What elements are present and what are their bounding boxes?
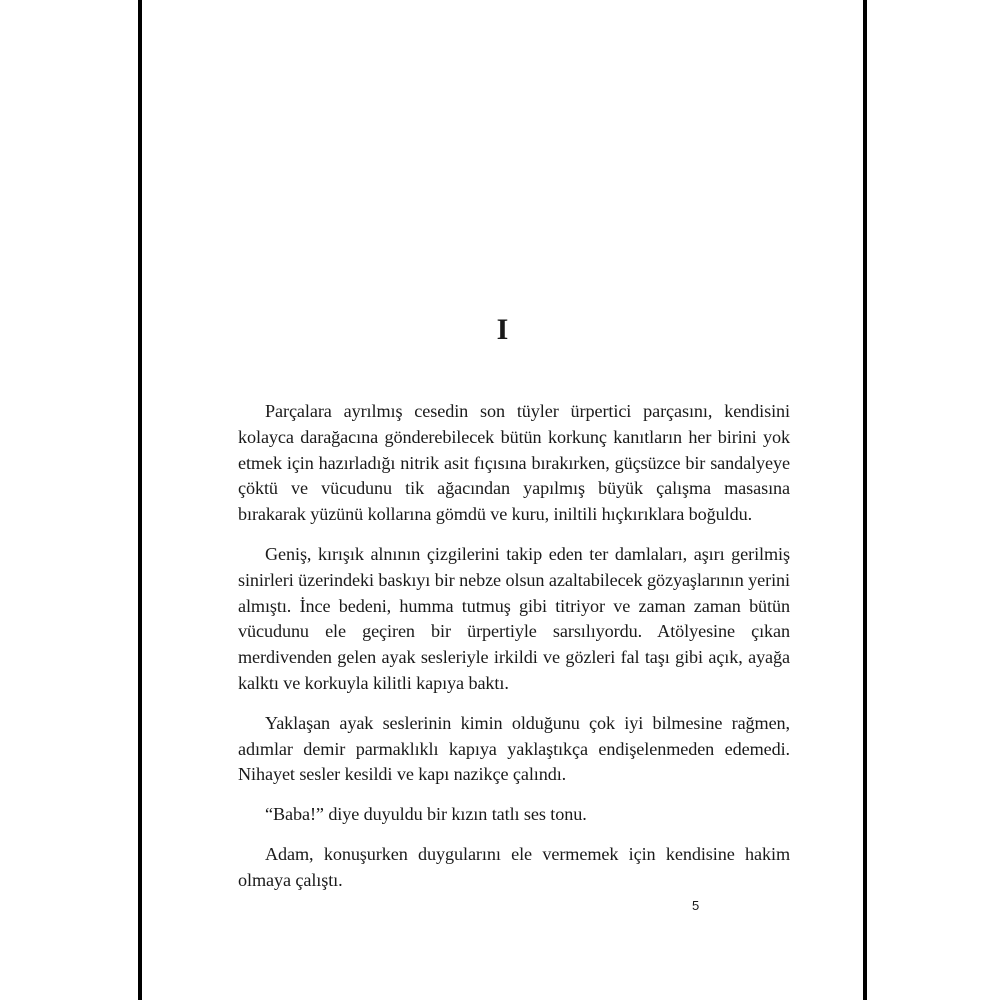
paragraph: Adam, konuşurken duygularını ele vermemek için kendisine hakim olmaya çalıştı. [238,843,790,890]
paragraph: Yaklaşan ayak seslerinin kimin olduğunu çok iyi bilmesine rağmen, adımlar demir parmaklıklı kapıya yaklaştıkça endişelenmeden edemedi. Nihayet sesler kesildi ve kapı nazikçe çalındı. [238,712,790,785]
body-text [238,399,790,908]
paragraph: “Baba!” diye duyuldu bir kızın tatlı ses tonu. [265,804,587,825]
paragraph: Parçalara ayrılmış cesedin son tüyler ürpertici parçasını, kendisini kolayca darağacına gönderebilecek bütün korkunç kanıtların her birini yok etmek için hazırladığı nitrik asit fıçısına bırakırken, güçsüzce bir sandalyeye çöktü ve vücudunu tik ağacından yapılmış büyük çalışma masasına bırakarak yüzünü kollarına gömdü ve kuru, iniltili hıçkırıklara boğuldu. [238,401,790,525]
book-page [138,0,867,1000]
page-number: 5 [692,898,700,913]
chapter-title: I [496,313,509,346]
paragraph: Geniş, kırışık alnının çizgilerini takip eden ter damlaları, aşırı gerilmiş sinirleri üzerindeki baskıyı bir nebze olsun azaltabilecek gözyaşlarının yerini almıştı. İnce bedeni, humma tutmuş gibi titriyor ve zaman zaman bütün vücudunu ele geçiren bir ürpertiyle sarsılıyordu. Atölyesine çıkan merdivenden gelen ayak sesleriyle irkildi ve gözleri fal taşı gibi açık, ayağa kalktı ve korkuyla kilitli kapıya baktı. [238,543,790,693]
